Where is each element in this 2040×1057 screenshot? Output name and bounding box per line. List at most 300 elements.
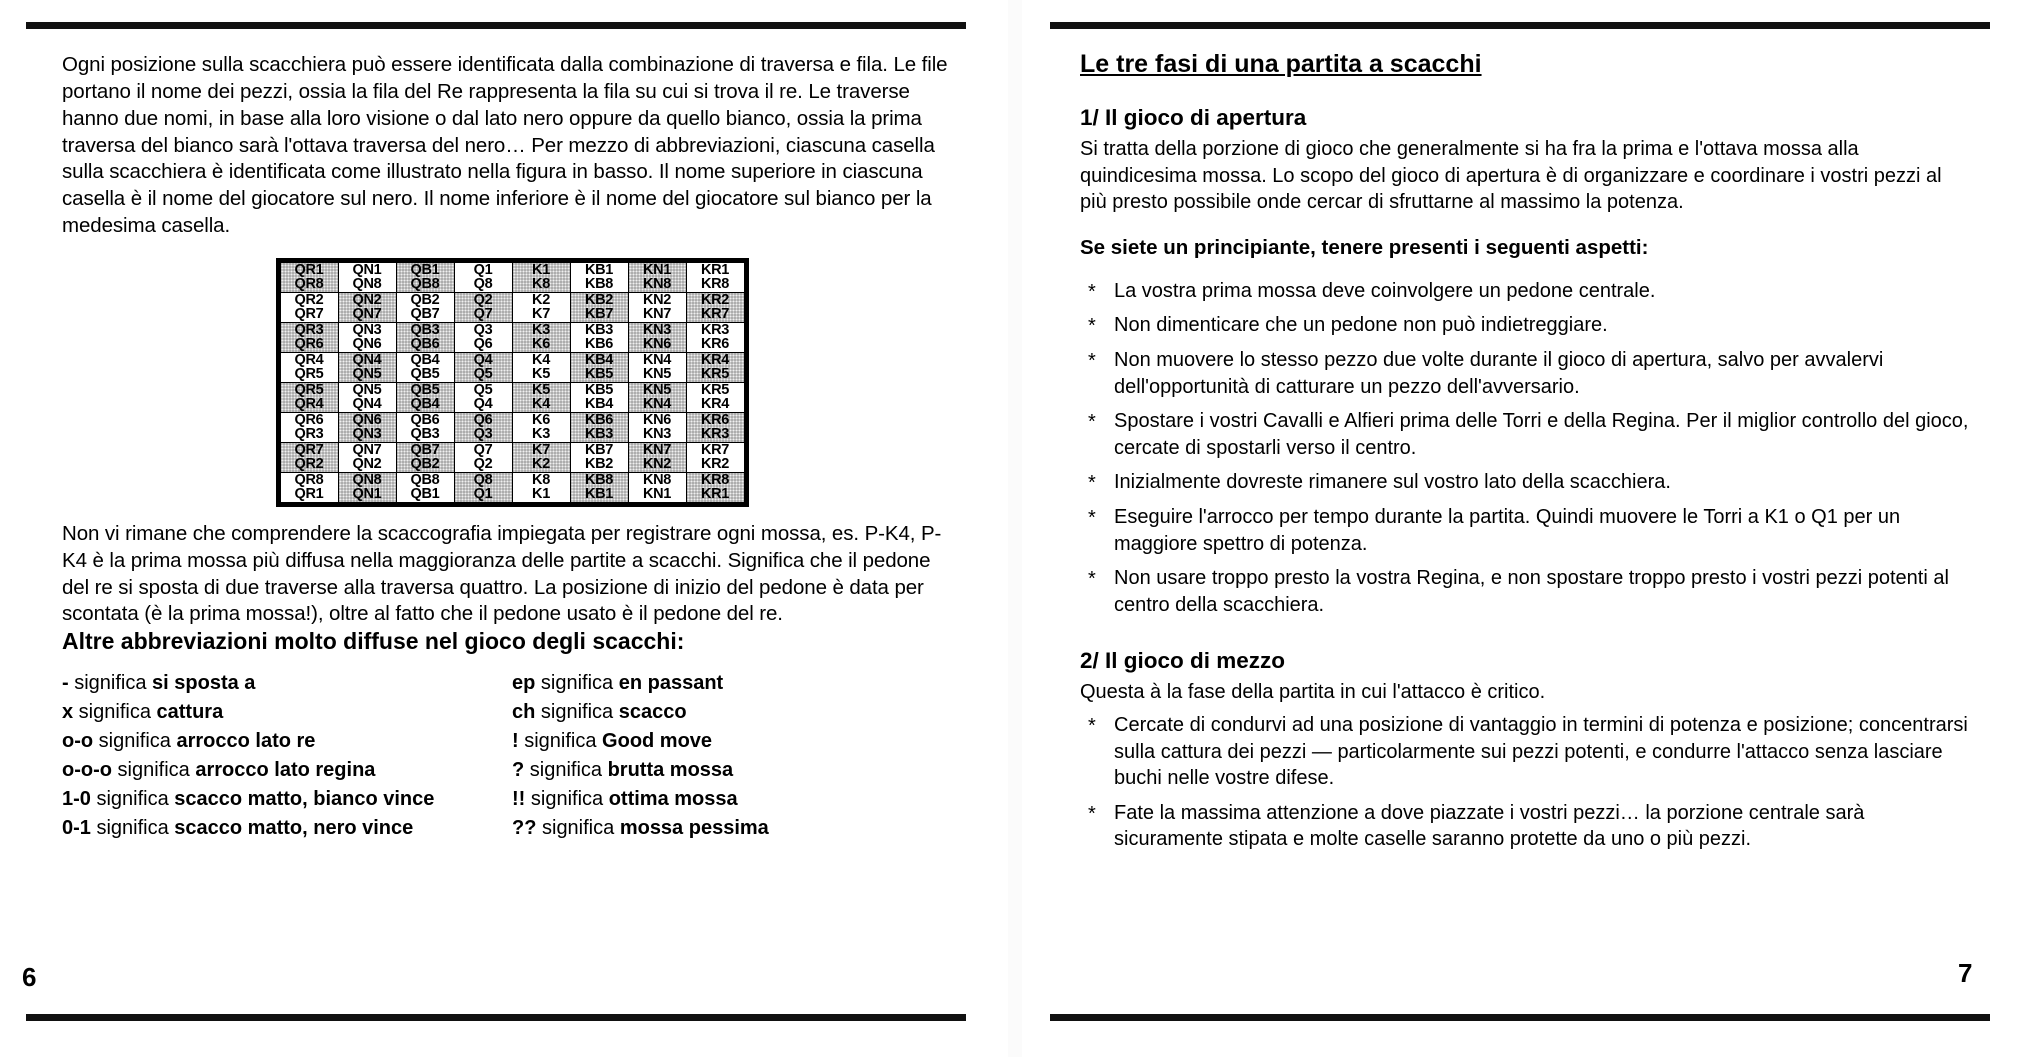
board-square [454, 442, 512, 472]
board-square [280, 322, 338, 352]
abbreviation-item [62, 669, 512, 698]
square-label-white: QN6 [352, 336, 382, 353]
page-title: Le tre fasi di una partita a scacchi [1080, 50, 1482, 78]
square-label-black: QN8 [352, 471, 382, 488]
board-square [454, 412, 512, 442]
square-label-white: Q5 [473, 366, 493, 383]
board-square [396, 352, 454, 382]
left-page-content [62, 52, 962, 843]
square-label-black: QR1 [294, 261, 324, 278]
abbreviation-symbol: ! [512, 730, 519, 753]
square-label-black: Q3 [473, 321, 493, 338]
abbreviations-left-column [62, 669, 512, 843]
bullet-text: La vostra prima mossa deve coinvolgere un pedone centrale. [1114, 279, 1656, 302]
square-label-black: QN3 [352, 321, 382, 338]
notation-paragraph: Non vi rimane che comprendere la scaccografia impiegata per registrare ogni mossa, es. P-K4, P-K4 è la prima mossa più diffusa nella maggioranza delle partite a scacchi. Significa che il pedone del re si sposta di due traverse alla traversa quattro. La posizione di inizio del pedone è data per scontata (è la prima mossa!), oltre al fatto che il pedone usato è il pedone del re. [62, 521, 942, 626]
board-square [396, 442, 454, 472]
square-label-black: KN5 [642, 381, 672, 398]
square-label-white: KR6 [700, 336, 730, 353]
abbreviation-symbol: - [62, 672, 69, 695]
square-label-black: KR4 [700, 351, 730, 368]
board-square [570, 352, 628, 382]
section-1-bullet-list [1080, 278, 1970, 619]
board-row [280, 292, 744, 322]
bullet-item [1080, 408, 1970, 461]
abbreviation-item [512, 814, 962, 843]
abbreviation-symbol: 0-1 [62, 817, 91, 840]
board-square [454, 262, 512, 292]
square-label-black: QR7 [294, 441, 324, 458]
board-square [512, 382, 570, 412]
abbreviation-connector: significa [535, 701, 619, 724]
bullet-text: Spostare i vostri Cavalli e Alfieri prima delle Torri e della Regina. Per il miglior controllo del gioco, cercate di spostarli verso il centro. [1114, 410, 1969, 459]
square-label-white: KN8 [642, 276, 672, 293]
square-label-white: KN3 [642, 426, 672, 443]
square-label-white: QN5 [352, 366, 382, 383]
square-label-black: QN6 [352, 411, 382, 428]
abbreviation-meaning: en passant [618, 672, 724, 695]
board-square [454, 352, 512, 382]
square-label-white: Q2 [473, 456, 493, 473]
abbreviation-item [512, 698, 962, 727]
square-label-black: KN3 [642, 321, 672, 338]
board-square [628, 262, 686, 292]
square-label-white: KN4 [642, 396, 672, 413]
square-label-white: KR1 [700, 486, 730, 503]
square-label-black: KN7 [642, 441, 672, 458]
square-label-black: KB5 [584, 381, 614, 398]
square-label-black: QR2 [294, 291, 324, 308]
square-label-white: QR5 [294, 366, 324, 383]
bullet-text: Non muovere lo stesso pezzo due volte durante il gioco di apertura, salvo per avvalervi dell'opportunità di catturare un pezzo dell'avversario. [1114, 348, 1884, 398]
abbreviation-meaning: si sposta a [152, 672, 256, 695]
square-label-black: QR3 [294, 321, 324, 338]
square-label-black: KR8 [700, 471, 730, 488]
board-square [396, 382, 454, 412]
bullet-marker-icon: * [1088, 411, 1096, 434]
square-label-white: KR8 [700, 276, 730, 293]
bullet-item [1080, 278, 1970, 305]
square-label-black: K1 [532, 261, 550, 278]
bullet-marker-icon: * [1088, 714, 1096, 737]
abbreviation-connector: significa [90, 788, 175, 811]
square-label-black: KN2 [642, 291, 672, 308]
board-row [280, 322, 744, 352]
abbreviation-item [512, 727, 962, 756]
board-row [280, 412, 744, 442]
square-label-white: KN1 [642, 486, 672, 503]
board-square [396, 412, 454, 442]
square-label-black: Q6 [473, 411, 493, 428]
beginner-subheading: Se siete un principiante, tenere presenti i seguenti aspetti: [1080, 235, 1649, 259]
square-label-white: QR8 [294, 276, 324, 293]
square-label-white: QN7 [352, 306, 382, 323]
abbreviation-symbol: 1-0 [62, 788, 91, 811]
abbreviation-item [62, 698, 512, 727]
bullet-item [1080, 565, 1970, 618]
square-label-black: QB8 [410, 471, 440, 488]
square-label-black: QN4 [352, 351, 382, 368]
section-2-bullet-list [1080, 712, 1970, 853]
square-label-black: Q1 [473, 261, 493, 278]
board-square [338, 292, 396, 322]
board-square [338, 472, 396, 502]
board-square [686, 292, 744, 322]
abbreviation-meaning: scacco [618, 701, 687, 724]
square-label-white: QB4 [410, 396, 440, 413]
square-label-white: KR4 [700, 396, 730, 413]
square-label-white: KR5 [700, 366, 730, 383]
board-square [280, 442, 338, 472]
bottom-rule-right [1050, 1014, 1990, 1021]
bullet-item [1080, 347, 1970, 400]
square-label-black: Q8 [473, 471, 493, 488]
board-square [396, 322, 454, 352]
square-label-black: KR5 [700, 381, 730, 398]
square-label-white: KN6 [642, 336, 672, 353]
board-square [280, 412, 338, 442]
square-label-black: KB6 [584, 411, 614, 428]
board-square [280, 382, 338, 412]
bullet-marker-icon: * [1088, 315, 1096, 338]
abbreviation-symbol: !! [512, 788, 526, 811]
square-label-white: QR3 [294, 426, 324, 443]
square-label-white: KN7 [642, 306, 672, 323]
board-square [686, 412, 744, 442]
bullet-item [1080, 312, 1970, 339]
board-square [338, 322, 396, 352]
abbreviation-connector: significa [524, 759, 608, 782]
abbreviation-item [62, 756, 512, 785]
square-label-white: QB7 [410, 306, 440, 323]
square-label-white: KR7 [700, 306, 730, 323]
board-square [396, 262, 454, 292]
bullet-marker-icon: * [1088, 349, 1096, 372]
square-label-black: K6 [532, 411, 550, 428]
square-label-white: K3 [532, 426, 550, 443]
board-square [570, 262, 628, 292]
board-square [512, 442, 570, 472]
board-square [338, 412, 396, 442]
abbreviation-item [62, 727, 512, 756]
square-label-white: KB2 [584, 456, 614, 473]
abbreviation-connector: significa [518, 730, 603, 753]
square-label-white: K6 [532, 336, 550, 353]
section-1-paragraph: Si tratta della porzione di gioco che generalmente si ha fra la prima e l'ottava mossa alla quindicesima mossa. Lo scopo del gioco di apertura è di organizzare e coordinare i vostri pezzi al più presto possibile onde cercar di sfruttarne al massimo la potenza. [1080, 138, 1942, 214]
square-label-black: QB5 [410, 381, 440, 398]
abbreviation-meaning: cattura [156, 701, 224, 724]
abbreviation-connector: significa [111, 759, 196, 782]
square-label-black: KB4 [584, 351, 614, 368]
square-label-black: K8 [532, 471, 550, 488]
square-label-white: QB1 [410, 486, 440, 503]
bullet-marker-icon: * [1088, 568, 1096, 591]
square-label-white: QN3 [352, 426, 382, 443]
square-label-white: K4 [532, 396, 550, 413]
square-label-white: KB4 [584, 396, 614, 413]
square-label-black: QB1 [410, 261, 440, 278]
square-label-black: QB3 [410, 321, 440, 338]
square-label-black: QN1 [352, 261, 382, 278]
section-2-heading: 2/ Il gioco di mezzo [1080, 648, 1286, 674]
abbreviation-item [62, 785, 512, 814]
square-label-black: KR7 [700, 441, 730, 458]
board-square [628, 322, 686, 352]
square-label-white: QN2 [352, 456, 382, 473]
chess-notation-diagram [62, 258, 962, 507]
square-label-white: Q3 [473, 426, 493, 443]
bullet-text: Fate la massima attenzione a dove piazzate i vostri pezzi… la porzione centrale sarà sicuramente stipata e molte caselle saranno protette da uno o più pezzi. [1114, 801, 1865, 851]
abbreviation-symbol: x [62, 701, 74, 724]
abbreviation-connector: significa [68, 672, 153, 695]
board-square [570, 442, 628, 472]
abbreviation-connector: significa [90, 817, 175, 840]
square-label-black: K5 [532, 381, 550, 398]
square-label-black: KN8 [642, 471, 672, 488]
square-label-white: QB3 [410, 426, 440, 443]
square-label-white: QR4 [294, 396, 324, 413]
abbreviation-item [512, 785, 962, 814]
board-square [454, 472, 512, 502]
board-square [570, 472, 628, 502]
square-label-black: KB2 [584, 291, 614, 308]
abbreviation-symbol: ?? [512, 817, 537, 840]
bullet-item [1080, 504, 1970, 557]
square-label-white: KN5 [642, 366, 672, 383]
board-square [280, 292, 338, 322]
section-2-paragraph: Questa à la fase della partita in cui l'attacco è critico. [1080, 681, 1546, 704]
square-label-white: KB1 [584, 486, 614, 503]
square-label-white: Q8 [473, 276, 493, 293]
square-label-white: KB8 [584, 276, 614, 293]
bullet-text: Eseguire l'arrocco per tempo durante la partita. Quindi muovere le Torri a K1 o Q1 per un maggiore spettro di potenza. [1114, 505, 1901, 555]
board-square [338, 382, 396, 412]
board-row [280, 262, 744, 292]
square-label-black: K7 [532, 441, 550, 458]
board-square [338, 262, 396, 292]
square-label-white: Q1 [473, 486, 493, 503]
board-square [512, 472, 570, 502]
page-number-right: 7 [1958, 958, 1973, 988]
board-square [628, 382, 686, 412]
board-square [512, 352, 570, 382]
square-label-white: K1 [532, 486, 550, 503]
square-label-white: KB5 [584, 366, 614, 383]
bullet-text: Non dimenticare che un pedone non può indietreggiare. [1114, 314, 1608, 337]
square-label-white: Q6 [473, 336, 493, 353]
square-label-black: QR8 [294, 471, 324, 488]
board-square [628, 412, 686, 442]
board-row [280, 472, 744, 502]
square-label-white: QR7 [294, 306, 324, 323]
board-square [628, 352, 686, 382]
square-label-black: Q2 [473, 291, 493, 308]
square-label-white: KN2 [642, 456, 672, 473]
abbreviation-symbol: o-o [62, 730, 94, 753]
square-label-white: Q7 [473, 306, 493, 323]
abbreviation-connector: significa [535, 672, 619, 695]
square-label-white: QN1 [352, 486, 382, 503]
bullet-marker-icon: * [1088, 472, 1096, 495]
bottom-rule-left [26, 1014, 966, 1021]
board-square [338, 442, 396, 472]
abbreviation-symbol: ep [512, 672, 536, 695]
abbreviation-item [62, 814, 512, 843]
abbreviation-item [512, 669, 962, 698]
square-label-black: KR3 [700, 321, 730, 338]
bullet-text: Non usare troppo presto la vostra Regina, e non spostare troppo presto i vostri pezzi potenti al centro della scacchiera. [1114, 567, 1949, 616]
bullet-item [1080, 800, 1970, 853]
square-label-black: QB7 [410, 441, 440, 458]
square-label-black: KR1 [700, 261, 730, 278]
square-label-black: KB8 [584, 471, 614, 488]
board-square [338, 352, 396, 382]
abbreviation-symbol: ? [512, 759, 525, 782]
abbreviation-meaning: brutta mossa [607, 759, 734, 782]
board-square [454, 382, 512, 412]
square-label-white: K8 [532, 276, 550, 293]
board-square [280, 352, 338, 382]
board-square [686, 382, 744, 412]
square-label-white: QN4 [352, 396, 382, 413]
square-label-black: QR6 [294, 411, 324, 428]
chess-board-table [280, 262, 745, 503]
bullet-text: Cercate di condurvi ad una posizione di vantaggio in termini di potenza e posizione; concentrarsi sulla cattura dei pezzi — particolarmente sui pezzi potenti, e condurre l'attacco senza lasciare buchi nelle vostre difese. [1114, 713, 1968, 790]
right-page-content [1080, 50, 1970, 861]
square-label-black: KN4 [642, 351, 672, 368]
square-label-black: KB3 [584, 321, 614, 338]
square-label-white: Q4 [473, 396, 493, 413]
bullet-marker-icon: * [1088, 802, 1096, 825]
abbreviation-connector: significa [536, 817, 620, 840]
board-square [396, 472, 454, 502]
abbreviation-meaning: arrocco lato regina [195, 759, 376, 782]
abbreviation-meaning: Good move [602, 730, 713, 753]
board-row [280, 442, 744, 472]
square-label-black: QB4 [410, 351, 440, 368]
square-label-white: QB8 [410, 276, 440, 293]
board-square [570, 292, 628, 322]
square-label-white: QB5 [410, 366, 440, 383]
square-label-white: KR2 [700, 456, 730, 473]
square-label-white: KB7 [584, 306, 614, 323]
book-spine [1008, 0, 1022, 1057]
board-square [570, 382, 628, 412]
square-label-black: QB2 [410, 291, 440, 308]
bullet-text: Inizialmente dovreste rimanere sul vostro lato della scacchiera. [1114, 471, 1671, 494]
square-label-white: QB2 [410, 456, 440, 473]
square-label-black: K2 [532, 291, 550, 308]
square-label-black: KN1 [642, 261, 672, 278]
board-square [512, 292, 570, 322]
square-label-white: K5 [532, 366, 550, 383]
square-label-white: KB3 [584, 426, 614, 443]
board-row [280, 352, 744, 382]
board-square [454, 322, 512, 352]
board-square [570, 322, 628, 352]
board-square [280, 472, 338, 502]
top-rule-left [26, 22, 966, 29]
page-number-left: 6 [22, 962, 37, 992]
board-square [396, 292, 454, 322]
abbreviation-meaning: arrocco lato re [176, 730, 316, 753]
board-square [686, 472, 744, 502]
square-label-black: QN5 [352, 381, 382, 398]
abbreviations-heading: Altre abbreviazioni molto diffuse nel gioco degli scacchi: [62, 628, 685, 655]
square-label-black: KB7 [584, 441, 614, 458]
square-label-black: K4 [532, 351, 550, 368]
board-square [628, 472, 686, 502]
square-label-black: K3 [532, 321, 550, 338]
square-label-white: QR6 [294, 336, 324, 353]
square-label-white: QN8 [352, 276, 382, 293]
top-rule-right [1050, 22, 1990, 29]
square-label-black: QB6 [410, 411, 440, 428]
bullet-item [1080, 469, 1970, 496]
square-label-black: Q7 [473, 441, 493, 458]
abbreviation-connector: significa [525, 788, 609, 811]
board-square [686, 352, 744, 382]
abbreviation-meaning: mossa pessima [619, 817, 769, 840]
board-square [512, 412, 570, 442]
board-square [280, 262, 338, 292]
abbreviation-meaning: ottima mossa [608, 788, 738, 811]
square-label-white: KB6 [584, 336, 614, 353]
board-square [686, 322, 744, 352]
abbreviation-connector: significa [73, 701, 157, 724]
square-label-white: QR2 [294, 456, 324, 473]
square-label-black: QN7 [352, 441, 382, 458]
square-label-white: K7 [532, 306, 550, 323]
intro-paragraph: Ogni posizione sulla scacchiera può essere identificata dalla combinazione di traversa e fila. Le file portano il nome dei pezzi, ossia la fila del Re rappresenta la fila su cui si trova il re. Le traverse hanno due nomi, in base alla loro visione o dal lato nero oppure da quello bianco, ossia la prima traversa del bianco sarà l'ottava traversa del nero… Per mezzo di abbreviazioni, ciascuna casella sulla scacchiera è identificata come illustrato nella figura in basso. Il nome superiore in ciascuna casella è il nome del giocatore sul nero. Il nome inferiore è il nome del giocatore sul bianco per la medesima casella. [62, 53, 948, 238]
abbreviations-lists [62, 669, 962, 843]
bullet-marker-icon: * [1088, 506, 1096, 529]
board-square [512, 322, 570, 352]
square-label-black: KB1 [584, 261, 614, 278]
abbreviation-symbol: ch [512, 701, 536, 724]
abbreviation-meaning: scacco matto, nero vince [174, 817, 414, 840]
board-square [628, 292, 686, 322]
square-label-black: Q5 [473, 381, 493, 398]
board-row [280, 382, 744, 412]
abbreviation-connector: significa [93, 730, 177, 753]
board-square [686, 262, 744, 292]
board-square [628, 442, 686, 472]
bullet-item [1080, 712, 1970, 792]
square-label-white: K2 [532, 456, 550, 473]
board-square [570, 412, 628, 442]
square-label-black: QN2 [352, 291, 382, 308]
board-square [686, 442, 744, 472]
board-square [454, 292, 512, 322]
square-label-black: KR2 [700, 291, 730, 308]
square-label-black: Q4 [473, 351, 493, 368]
square-label-black: KR6 [700, 411, 730, 428]
bullet-marker-icon: * [1088, 280, 1096, 303]
square-label-white: QR1 [294, 486, 324, 503]
square-label-black: QR5 [294, 381, 324, 398]
square-label-white: KR3 [700, 426, 730, 443]
abbreviation-symbol: o-o-o [62, 759, 112, 782]
abbreviations-right-column [512, 669, 962, 843]
square-label-white: QB6 [410, 336, 440, 353]
abbreviation-meaning: scacco matto, bianco vince [174, 788, 435, 811]
square-label-black: KN6 [642, 411, 672, 428]
section-1-heading: 1/ Il gioco di apertura [1080, 105, 1307, 130]
abbreviation-item [512, 756, 962, 785]
square-label-black: QR4 [294, 351, 324, 368]
board-square [512, 262, 570, 292]
